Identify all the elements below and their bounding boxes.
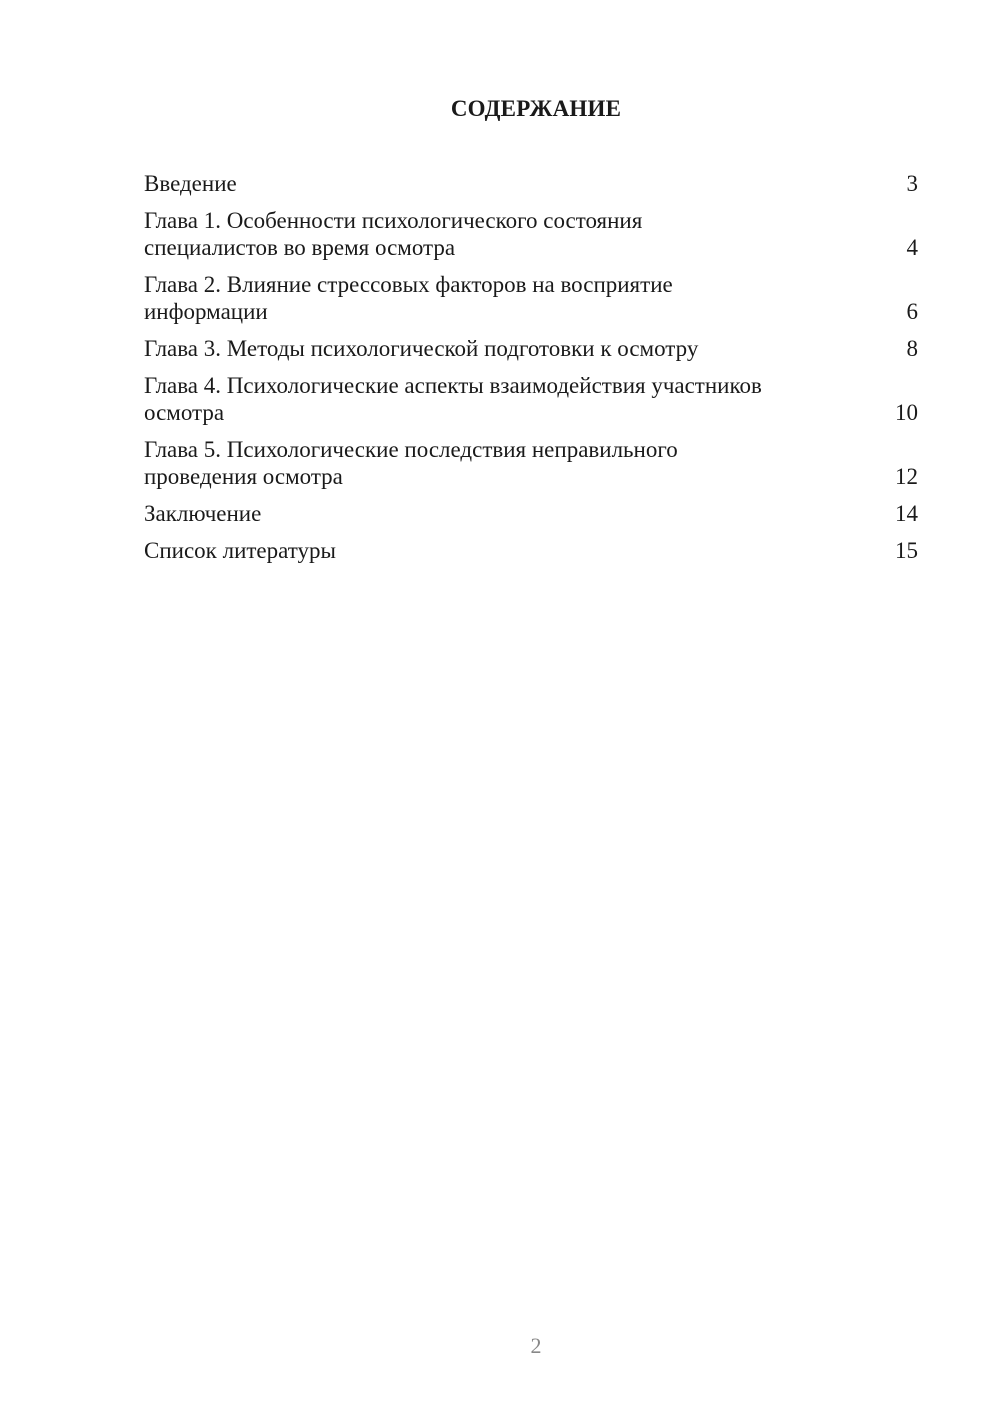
toc-entry-label: Список литературы	[144, 538, 336, 563]
toc-entry-chapter-1	[144, 207, 918, 261]
toc-entry-page: 14	[895, 501, 918, 526]
toc-entry-references	[144, 537, 918, 564]
toc-entry-page: 6	[906, 299, 918, 324]
toc-entry-introduction	[144, 170, 918, 197]
toc-entry-page: 15	[895, 538, 918, 563]
toc-entry-label: Глава 1. Особенности психологического состояния специалистов во время осмотра	[144, 208, 643, 260]
toc-entry-page: 10	[895, 400, 918, 425]
toc-entry-page: 8	[906, 336, 918, 361]
toc-entry-label: Глава 2. Влияние стрессовых факторов на восприятие информации	[144, 272, 673, 324]
toc-entry-label: Глава 4. Психологические аспекты взаимодействия участников осмотра	[144, 373, 762, 425]
page-title: СОДЕРЖАНИЕ	[450, 96, 622, 121]
toc-entry-label: Заключение	[144, 501, 262, 526]
toc-entry-chapter-2	[144, 271, 918, 325]
toc-entry-chapter-5	[144, 436, 918, 490]
toc-entry-page: 4	[906, 235, 918, 260]
toc-entry-label: Введение	[144, 171, 237, 196]
page-number: 2	[530, 1333, 542, 1358]
toc-entry-label: Глава 5. Психологические последствия неправильного проведения осмотра	[144, 437, 678, 489]
toc-entry-conclusion	[144, 500, 918, 527]
toc-entry-page: 12	[895, 464, 918, 489]
toc-entry-page: 3	[906, 171, 918, 196]
toc-entry-label: Глава 3. Методы психологической подготовки к осмотру	[144, 336, 699, 361]
table-of-contents	[144, 170, 918, 574]
toc-entry-chapter-3	[144, 335, 918, 362]
toc-entry-chapter-4	[144, 372, 918, 426]
